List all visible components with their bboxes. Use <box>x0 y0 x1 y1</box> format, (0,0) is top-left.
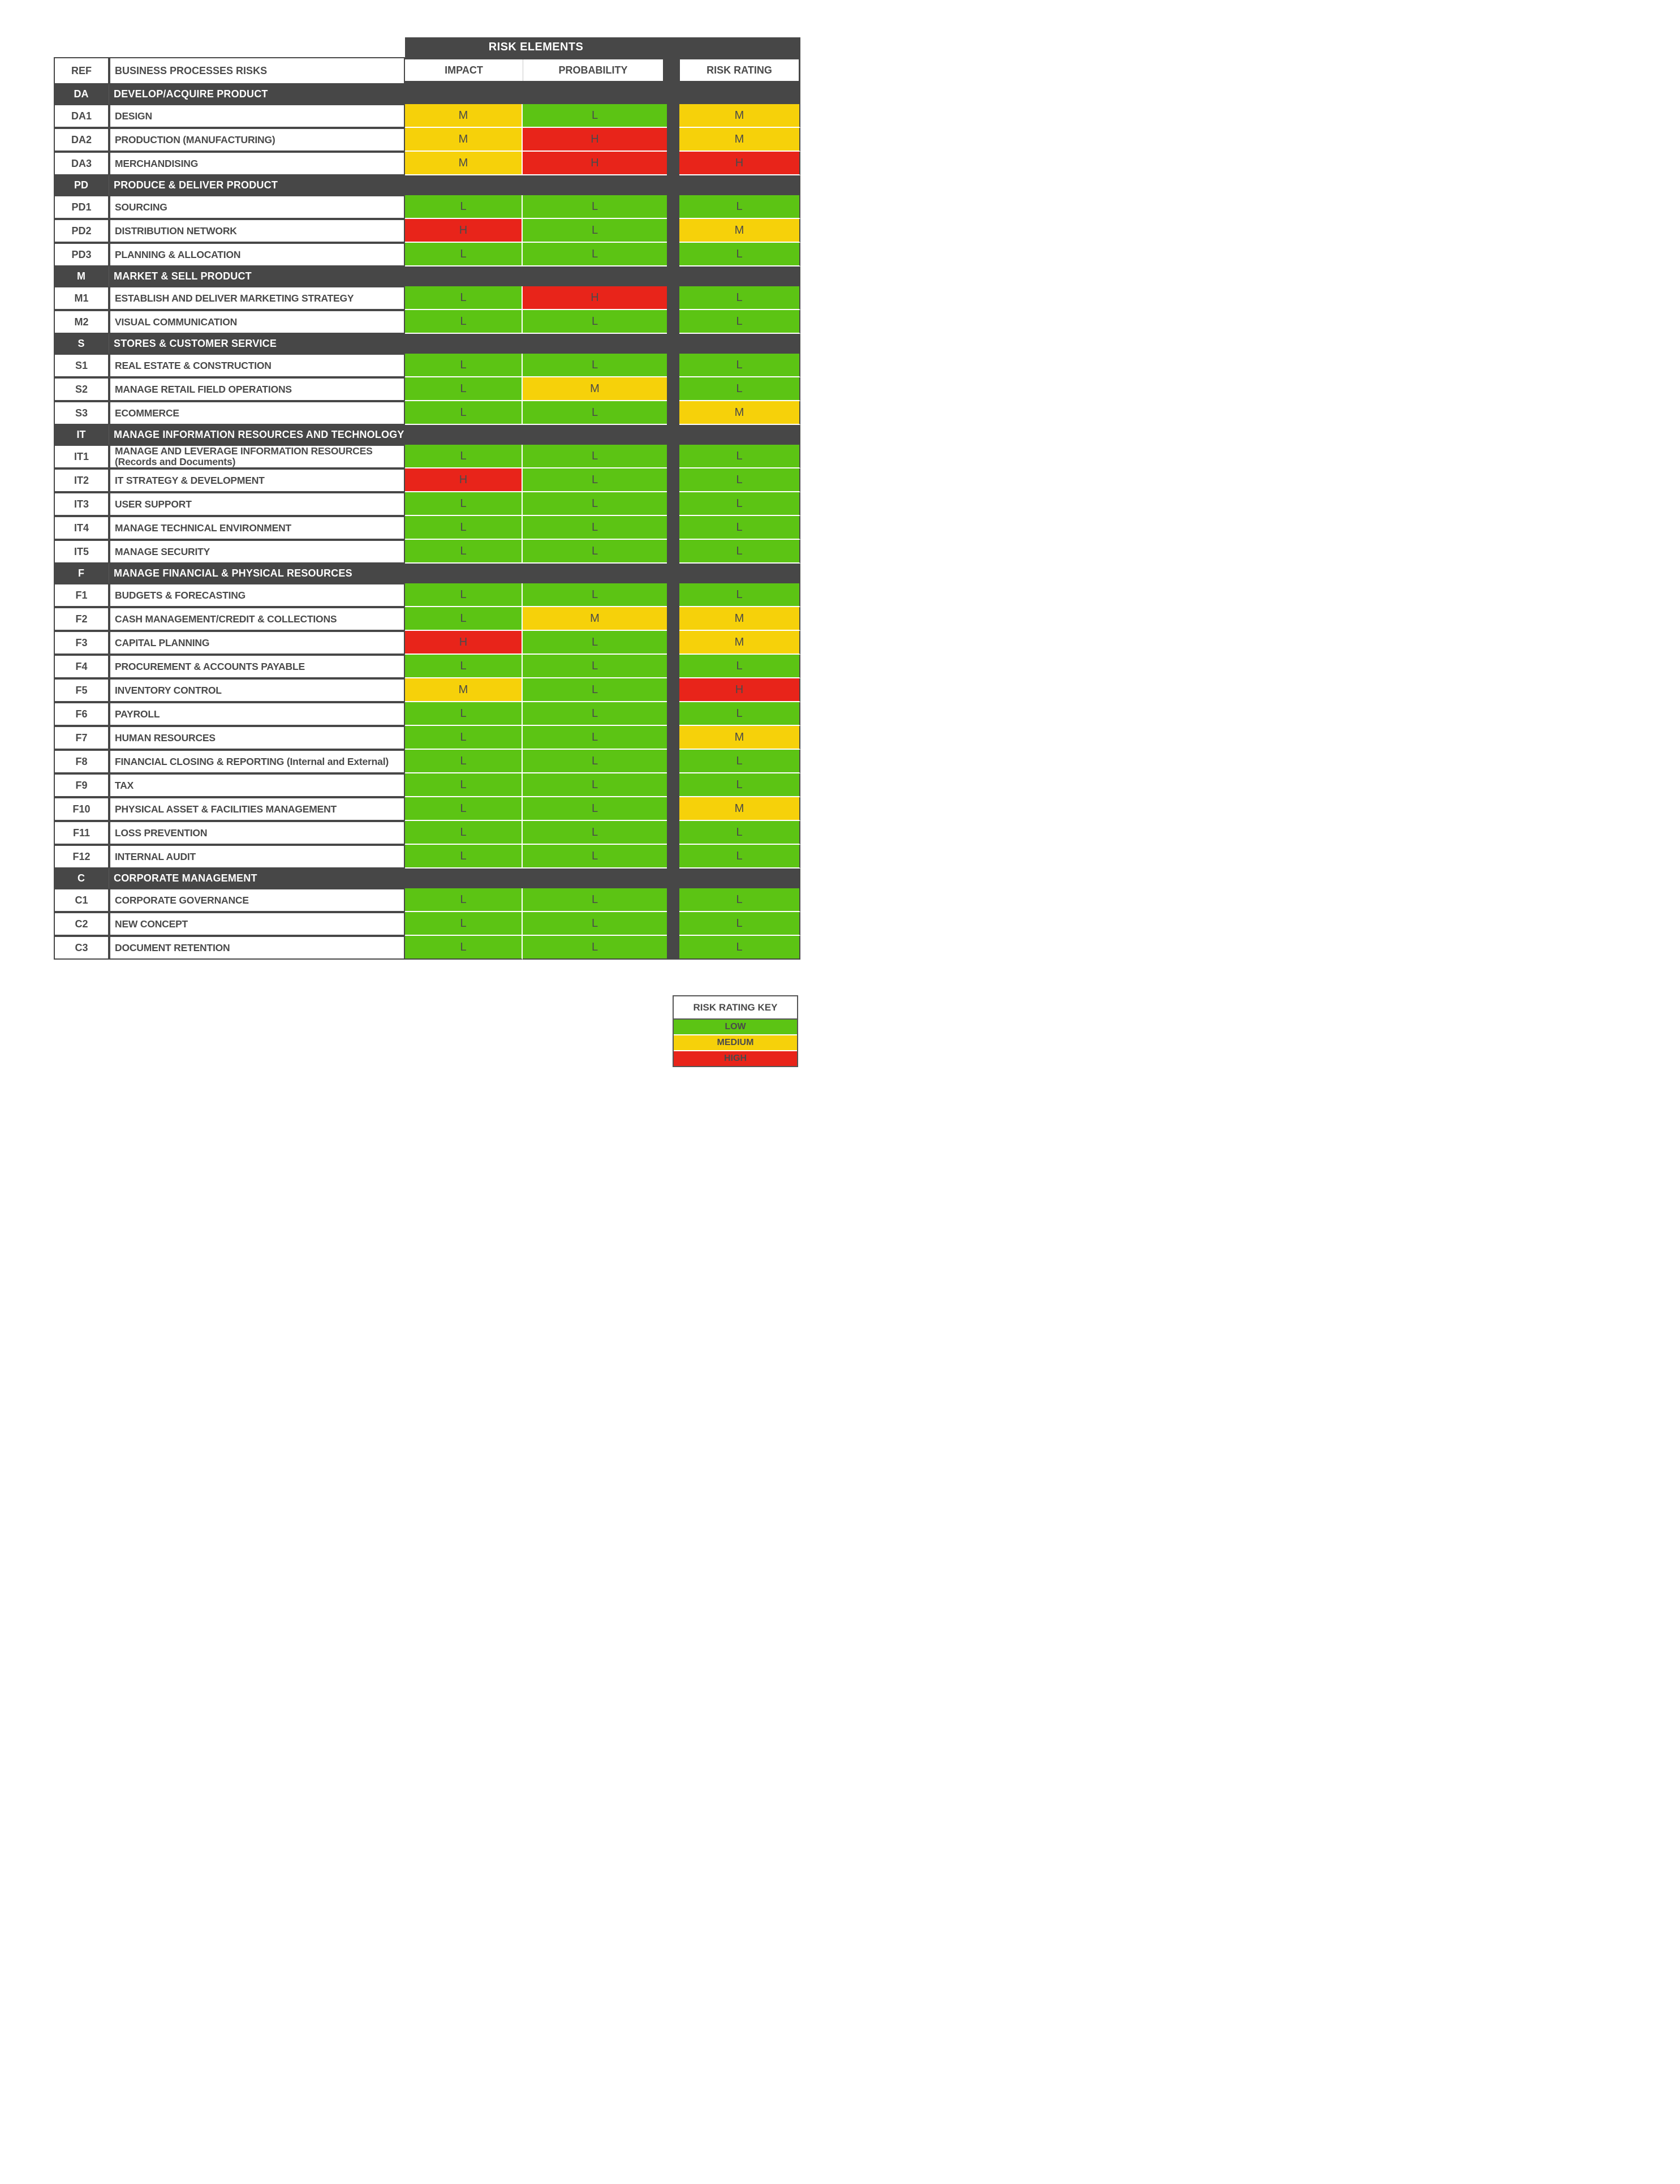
risk-rating-header-band <box>679 57 800 84</box>
row-label: NEW CONCEPT <box>109 912 405 936</box>
risk-rating-cell: M <box>679 104 800 128</box>
risk-rating-cell: M <box>679 797 800 821</box>
impact-cell: L <box>405 750 523 773</box>
risk-rating-cell: L <box>679 821 800 845</box>
risk-rating-cell: L <box>679 468 800 492</box>
row-ref: M2 <box>54 310 109 334</box>
impact-cell: L <box>405 516 523 540</box>
risk-rating-cell: M <box>679 631 800 655</box>
risk-rating-cell: M <box>679 726 800 750</box>
row-label: LOSS PREVENTION <box>109 821 405 845</box>
column-gap <box>667 377 679 401</box>
probability-cell: L <box>523 702 667 726</box>
column-gap <box>667 354 679 377</box>
risk-rating-cell: L <box>679 773 800 797</box>
column-gap <box>667 219 679 243</box>
row-label: MANAGE RETAIL FIELD OPERATIONS <box>109 377 405 401</box>
row-ref: DA1 <box>54 104 109 128</box>
row-label: HUMAN RESOURCES <box>109 726 405 750</box>
impact-cell: L <box>405 401 523 425</box>
probability-cell: L <box>523 678 667 702</box>
risk-rating-cell: H <box>679 678 800 702</box>
row-ref: IT4 <box>54 516 109 540</box>
row-label: SOURCING <box>109 195 405 219</box>
impact-probability-header-band <box>405 57 667 84</box>
probability-cell: H <box>523 152 667 175</box>
row-ref: F9 <box>54 773 109 797</box>
section-title: MANAGE FINANCIAL & PHYSICAL RESOURCES <box>109 564 800 583</box>
impact-cell: M <box>405 104 523 128</box>
row-label: PLANNING & ALLOCATION <box>109 243 405 266</box>
risk-rating-cell: L <box>679 310 800 334</box>
column-gap <box>667 773 679 797</box>
risk-rating-cell: L <box>679 243 800 266</box>
probability-cell: L <box>523 773 667 797</box>
risk-rating-cell: L <box>679 377 800 401</box>
risk-rating-cell: L <box>679 583 800 607</box>
section-code: DA <box>54 84 109 104</box>
row-ref: F10 <box>54 797 109 821</box>
column-gap <box>667 468 679 492</box>
row-ref: F1 <box>54 583 109 607</box>
probability-cell: L <box>523 845 667 869</box>
impact-cell: L <box>405 354 523 377</box>
impact-cell: L <box>405 655 523 678</box>
row-label: PROCUREMENT & ACCOUNTS PAYABLE <box>109 655 405 678</box>
risk-rating-key <box>673 995 798 1067</box>
legend-entry: HIGH <box>674 1050 797 1066</box>
probability-cell: L <box>523 195 667 219</box>
impact-cell: L <box>405 377 523 401</box>
column-gap <box>667 492 679 516</box>
impact-cell: H <box>405 468 523 492</box>
probability-cell: L <box>523 583 667 607</box>
row-label: INTERNAL AUDIT <box>109 845 405 869</box>
section-title: MARKET & SELL PRODUCT <box>109 266 800 286</box>
column-gap <box>667 152 679 175</box>
probability-cell: M <box>523 607 667 631</box>
impact-cell: L <box>405 540 523 564</box>
risk-rating-cell: L <box>679 702 800 726</box>
risk-rating-cell: M <box>679 401 800 425</box>
column-gap <box>667 912 679 936</box>
section-code: PD <box>54 175 109 195</box>
risk-elements-title: RISK ELEMENTS <box>488 41 584 53</box>
probability-cell: L <box>523 750 667 773</box>
row-label: CAPITAL PLANNING <box>109 631 405 655</box>
section-title: PRODUCE & DELIVER PRODUCT <box>109 175 800 195</box>
row-ref: F12 <box>54 845 109 869</box>
risk-rating-cell: L <box>679 516 800 540</box>
risk-rating-column-header: RISK RATING <box>680 59 799 81</box>
impact-cell: L <box>405 445 523 468</box>
section-code: F <box>54 564 109 583</box>
impact-cell: L <box>405 583 523 607</box>
row-label: DESIGN <box>109 104 405 128</box>
impact-cell: L <box>405 888 523 912</box>
probability-cell: L <box>523 354 667 377</box>
row-label: USER SUPPORT <box>109 492 405 516</box>
column-gap <box>667 655 679 678</box>
page <box>0 0 840 1092</box>
row-ref: F7 <box>54 726 109 750</box>
row-ref: F11 <box>54 821 109 845</box>
row-label: IT STRATEGY & DEVELOPMENT <box>109 468 405 492</box>
impact-cell: L <box>405 797 523 821</box>
risk-rating-cell: M <box>679 607 800 631</box>
risk-rating-cell: M <box>679 128 800 152</box>
column-gap <box>667 540 679 564</box>
section-code: C <box>54 869 109 888</box>
row-ref: C3 <box>54 936 109 960</box>
column-gap <box>667 583 679 607</box>
row-label: BUDGETS & FORECASTING <box>109 583 405 607</box>
column-gap <box>667 678 679 702</box>
probability-cell: H <box>523 128 667 152</box>
risk-rating-cell: L <box>679 286 800 310</box>
probability-cell: H <box>523 286 667 310</box>
column-gap <box>667 104 679 128</box>
legend-entries <box>674 1020 797 1066</box>
column-gap <box>667 57 679 84</box>
column-gap <box>667 845 679 869</box>
row-ref: F4 <box>54 655 109 678</box>
row-ref: C2 <box>54 912 109 936</box>
impact-cell: L <box>405 243 523 266</box>
probability-cell: L <box>523 936 667 960</box>
column-gap <box>667 888 679 912</box>
impact-column-header: IMPACT <box>405 59 523 81</box>
column-gap <box>667 286 679 310</box>
column-gap <box>667 128 679 152</box>
column-gap <box>667 797 679 821</box>
probability-cell: L <box>523 468 667 492</box>
section-title: STORES & CUSTOMER SERVICE <box>109 334 800 354</box>
probability-cell: L <box>523 243 667 266</box>
risk-rating-cell: L <box>679 912 800 936</box>
legend-title: RISK RATING KEY <box>674 996 797 1020</box>
column-gap <box>667 702 679 726</box>
impact-cell: M <box>405 152 523 175</box>
row-ref: F3 <box>54 631 109 655</box>
row-ref: DA2 <box>54 128 109 152</box>
row-ref: IT3 <box>54 492 109 516</box>
column-gap <box>667 936 679 960</box>
risk-rating-cell: L <box>679 655 800 678</box>
risk-rating-cell: L <box>679 354 800 377</box>
ref-column-header: REF <box>54 57 109 84</box>
column-gap <box>667 516 679 540</box>
row-ref: DA3 <box>54 152 109 175</box>
row-label: DISTRIBUTION NETWORK <box>109 219 405 243</box>
probability-cell: L <box>523 655 667 678</box>
legend-entry: LOW <box>674 1020 797 1034</box>
row-label: CORPORATE GOVERNANCE <box>109 888 405 912</box>
row-label: DOCUMENT RETENTION <box>109 936 405 960</box>
impact-cell: M <box>405 678 523 702</box>
probability-cell: L <box>523 726 667 750</box>
impact-cell: L <box>405 492 523 516</box>
section-code: M <box>54 266 109 286</box>
column-gap <box>667 750 679 773</box>
risk-elements-banner <box>405 37 800 57</box>
row-ref: F8 <box>54 750 109 773</box>
probability-cell: L <box>523 492 667 516</box>
row-ref: F5 <box>54 678 109 702</box>
probability-cell: L <box>523 888 667 912</box>
probability-cell: M <box>523 377 667 401</box>
row-ref: IT2 <box>54 468 109 492</box>
section-code: IT <box>54 425 109 445</box>
probability-cell: L <box>523 540 667 564</box>
impact-cell: L <box>405 773 523 797</box>
row-label: PRODUCTION (MANUFACTURING) <box>109 128 405 152</box>
column-gap <box>667 726 679 750</box>
row-label: VISUAL COMMUNICATION <box>109 310 405 334</box>
probability-cell: L <box>523 219 667 243</box>
banner-spacer <box>54 37 405 57</box>
impact-cell: M <box>405 128 523 152</box>
risk-rating-cell: L <box>679 445 800 468</box>
probability-cell: L <box>523 445 667 468</box>
row-label: INVENTORY CONTROL <box>109 678 405 702</box>
impact-cell: L <box>405 845 523 869</box>
impact-cell: L <box>405 286 523 310</box>
probability-cell: L <box>523 631 667 655</box>
risk-assessment-table <box>54 37 800 960</box>
risk-rating-cell: L <box>679 492 800 516</box>
column-gap <box>667 607 679 631</box>
row-label: FINANCIAL CLOSING & REPORTING (Internal and External) <box>109 750 405 773</box>
impact-cell: L <box>405 821 523 845</box>
row-ref: PD3 <box>54 243 109 266</box>
column-gap <box>667 195 679 219</box>
risk-rating-cell: L <box>679 936 800 960</box>
impact-cell: L <box>405 936 523 960</box>
row-label: ECOMMERCE <box>109 401 405 425</box>
impact-cell: H <box>405 631 523 655</box>
row-ref: IT1 <box>54 445 109 468</box>
impact-cell: L <box>405 912 523 936</box>
column-gap <box>667 445 679 468</box>
probability-column-header: PROBABILITY <box>523 59 663 81</box>
impact-cell: H <box>405 219 523 243</box>
row-ref: IT5 <box>54 540 109 564</box>
row-label: MANAGE TECHNICAL ENVIRONMENT <box>109 516 405 540</box>
risk-rating-cell: L <box>679 845 800 869</box>
column-gap <box>667 310 679 334</box>
row-label: PAYROLL <box>109 702 405 726</box>
section-title: CORPORATE MANAGEMENT <box>109 869 800 888</box>
probability-cell: L <box>523 821 667 845</box>
row-ref: S1 <box>54 354 109 377</box>
probability-cell: L <box>523 401 667 425</box>
impact-cell: L <box>405 310 523 334</box>
column-gap <box>667 243 679 266</box>
column-gap <box>667 821 679 845</box>
column-gap <box>667 631 679 655</box>
risk-rating-cell: L <box>679 750 800 773</box>
impact-cell: L <box>405 702 523 726</box>
row-label: TAX <box>109 773 405 797</box>
section-title: DEVELOP/ACQUIRE PRODUCT <box>109 84 800 104</box>
row-label: PHYSICAL ASSET & FACILITIES MANAGEMENT <box>109 797 405 821</box>
row-label: MERCHANDISING <box>109 152 405 175</box>
row-ref: PD1 <box>54 195 109 219</box>
row-label: ESTABLISH AND DELIVER MARKETING STRATEGY <box>109 286 405 310</box>
row-label: REAL ESTATE & CONSTRUCTION <box>109 354 405 377</box>
probability-cell: L <box>523 310 667 334</box>
row-label: MANAGE SECURITY <box>109 540 405 564</box>
risk-rating-cell: L <box>679 888 800 912</box>
probability-cell: L <box>523 912 667 936</box>
row-label: CASH MANAGEMENT/CREDIT & COLLECTIONS <box>109 607 405 631</box>
risk-rating-cell: H <box>679 152 800 175</box>
risk-rating-cell: L <box>679 540 800 564</box>
probability-cell: L <box>523 516 667 540</box>
probability-cell: L <box>523 104 667 128</box>
row-ref: C1 <box>54 888 109 912</box>
row-ref: PD2 <box>54 219 109 243</box>
row-label: MANAGE AND LEVERAGE INFORMATION RESOURCES (Records and Documents) <box>109 445 405 468</box>
section-title: MANAGE INFORMATION RESOURCES AND TECHNOLOGY <box>109 425 800 445</box>
impact-cell: L <box>405 195 523 219</box>
legend-entry: MEDIUM <box>674 1034 797 1050</box>
business-processes-risks-column-header: BUSINESS PROCESSES RISKS <box>109 57 405 84</box>
impact-cell: L <box>405 607 523 631</box>
column-gap <box>667 401 679 425</box>
section-code: S <box>54 334 109 354</box>
row-ref: M1 <box>54 286 109 310</box>
impact-cell: L <box>405 726 523 750</box>
row-ref: S3 <box>54 401 109 425</box>
row-ref: F6 <box>54 702 109 726</box>
risk-rating-cell: M <box>679 219 800 243</box>
row-ref: F2 <box>54 607 109 631</box>
row-ref: S2 <box>54 377 109 401</box>
probability-cell: L <box>523 797 667 821</box>
risk-rating-cell: L <box>679 195 800 219</box>
